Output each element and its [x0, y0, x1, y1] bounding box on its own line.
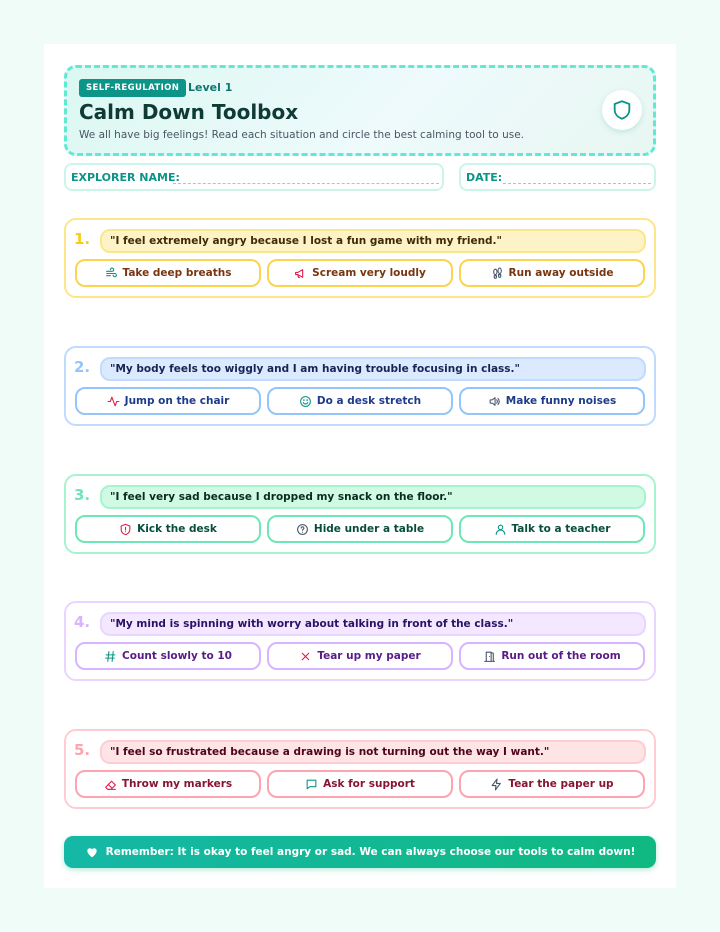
shield-badge: [602, 90, 642, 130]
option-label: Ask for support: [323, 778, 415, 790]
question-card-4: [64, 601, 656, 681]
door-icon: [483, 650, 496, 663]
heart-icon: [85, 845, 99, 859]
reminder-text: Remember: It is okay to feel angry or sad. We can always choose our tools to calm down!: [105, 846, 636, 858]
zap-icon: [490, 778, 503, 791]
option-label: Do a desk stretch: [316, 395, 422, 407]
megaphone-icon: [294, 267, 307, 280]
page-subtitle: We all have big feelings! Read each situation and circle the best calming tool to use.: [79, 129, 524, 141]
worksheet-page: [44, 44, 676, 888]
option-label: Tear the paper up: [508, 778, 614, 790]
option-tear-up-my-paper[interactable]: [267, 642, 453, 670]
option-take-deep-breaths[interactable]: [75, 259, 261, 287]
option-label: Throw my markers: [121, 778, 233, 790]
question-prompt: "I feel so frustrated because a drawing is not turning out the way I want.": [100, 740, 646, 764]
question-prompt: "I feel very sad because I dropped my snack on the floor.": [100, 485, 646, 509]
user-icon: [494, 523, 507, 536]
wind-icon: [105, 267, 118, 280]
question-prompt: "I feel extremely angry because I lost a fun game with my friend.": [100, 229, 646, 253]
question-number: 5.: [74, 741, 91, 759]
option-label: Count slowly to 10: [122, 650, 232, 662]
option-label: Take deep breaths: [122, 267, 232, 279]
question-card-5: [64, 729, 656, 809]
option-do-a-desk-stretch[interactable]: [267, 387, 453, 415]
option-label: Jump on the chair: [124, 395, 230, 407]
option-throw-my-markers[interactable]: [75, 770, 261, 798]
footprints-icon: [491, 267, 504, 280]
level-label: Level 1: [188, 81, 233, 94]
option-label: Make funny noises: [505, 395, 617, 407]
activity-icon: [107, 395, 120, 408]
smile-icon: [299, 395, 312, 408]
option-count-slowly-to-10[interactable]: [75, 642, 261, 670]
option-label: Run out of the room: [501, 650, 621, 662]
explorer-name-field[interactable]: [64, 163, 444, 191]
explorer-name-label: EXPLORER NAME:: [71, 171, 180, 184]
question-number: 4.: [74, 613, 91, 631]
hash-icon: [104, 650, 117, 663]
option-label: Run away outside: [508, 267, 614, 279]
option-label: Scream very loudly: [312, 267, 426, 279]
date-write-line[interactable]: [503, 183, 651, 184]
question-card-1: [64, 218, 656, 298]
option-hide-under-a-table[interactable]: [267, 515, 453, 543]
question-prompt: "My mind is spinning with worry about talking in front of the class.": [100, 612, 646, 636]
question-card-3: [64, 474, 656, 554]
option-kick-the-desk[interactable]: [75, 515, 261, 543]
name-write-line[interactable]: [173, 183, 439, 184]
alert-shield-icon: [119, 523, 132, 536]
option-scream-very-loudly[interactable]: [267, 259, 453, 287]
option-label: Hide under a table: [313, 523, 425, 535]
option-label: Tear up my paper: [317, 650, 421, 662]
option-run-away-outside[interactable]: [459, 259, 645, 287]
x-icon: [299, 650, 312, 663]
option-make-funny-noises[interactable]: [459, 387, 645, 415]
eraser-icon: [104, 778, 117, 791]
reminder-banner: [64, 836, 656, 868]
category-badge: SELF-REGULATION: [79, 79, 186, 97]
question-card-2: [64, 346, 656, 426]
header-card: [64, 65, 656, 156]
option-tear-the-paper-up[interactable]: [459, 770, 645, 798]
option-jump-on-the-chair[interactable]: [75, 387, 261, 415]
date-label: DATE:: [466, 171, 503, 184]
help-circle-icon: [296, 523, 309, 536]
option-label: Talk to a teacher: [511, 523, 611, 535]
date-field[interactable]: [459, 163, 656, 191]
shield-icon: [611, 99, 633, 121]
option-ask-for-support[interactable]: [267, 770, 453, 798]
question-number: 3.: [74, 486, 91, 504]
option-run-out-of-the-room[interactable]: [459, 642, 645, 670]
question-number: 1.: [74, 230, 91, 248]
question-number: 2.: [74, 358, 91, 376]
question-prompt: "My body feels too wiggly and I am having trouble focusing in class.": [100, 357, 646, 381]
option-label: Kick the desk: [137, 523, 217, 535]
page-title: Calm Down Toolbox: [79, 100, 299, 124]
option-talk-to-a-teacher[interactable]: [459, 515, 645, 543]
message-icon: [305, 778, 318, 791]
speaker-icon: [488, 395, 501, 408]
